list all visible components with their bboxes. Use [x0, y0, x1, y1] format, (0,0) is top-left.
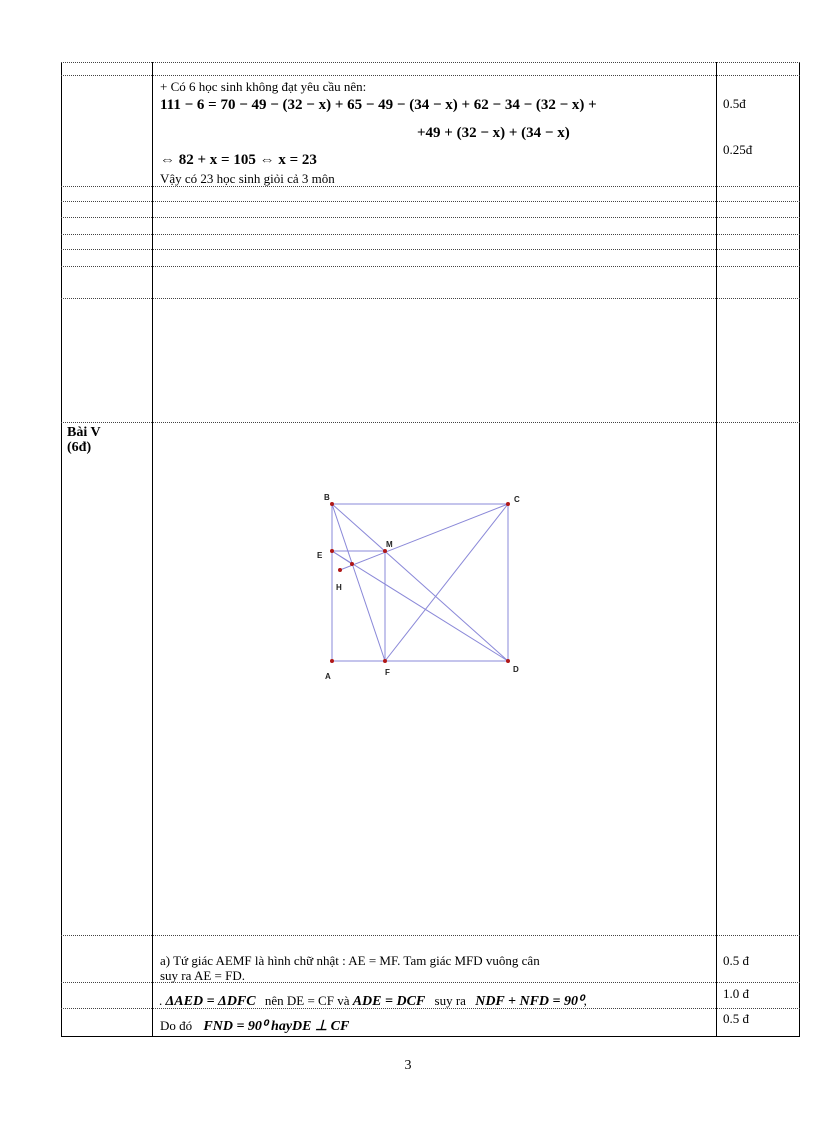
score-cell: 0.25đ — [723, 142, 753, 157]
part-c-line — [160, 1018, 349, 1034]
equation-line-1: 111 − 6 = 70 − 49 − (32 − x) + 65 − 49 − (34 − x) + 62 − 34 − (32 − x) + — [160, 97, 597, 113]
row-divider — [61, 298, 800, 299]
part-a-text-cont: suy ra AE = FD. — [160, 968, 245, 983]
part-b-prefix: . — [159, 993, 163, 1008]
point-F — [383, 659, 387, 663]
part-b-line — [159, 993, 587, 1009]
point-N — [350, 562, 354, 566]
score-cell: 1.0 đ — [723, 986, 749, 1001]
row-divider — [61, 201, 800, 202]
part-c-prefix: Do đó — [160, 1018, 193, 1033]
point-H — [338, 568, 342, 572]
problem-points: (6đ) — [67, 440, 92, 455]
point-B — [330, 502, 334, 506]
part-b-mid1: nên DE = CF và — [264, 993, 350, 1008]
page-number: 3 — [404, 1058, 412, 1073]
row-divider — [61, 234, 800, 235]
part-a-text: a) Tứ giác AEMF là hình chữ nhật : AE = MF. Tam giác MFD vuông cân — [160, 953, 540, 968]
segment-ED — [332, 551, 508, 661]
part-b-suffix: , — [583, 993, 587, 1008]
point-C — [506, 502, 510, 506]
point-A — [330, 659, 334, 663]
part-b-mid2: suy ra — [434, 993, 466, 1008]
column-divider — [152, 62, 153, 1037]
label-A: A — [325, 672, 331, 681]
conclusion-text: Vậy có 23 học sinh giỏi cả 3 môn — [160, 171, 335, 186]
problem-title: Bài V — [67, 425, 101, 440]
row-divider — [61, 217, 800, 218]
math-angle-sum: NDF + NFD = 90⁰ — [475, 994, 584, 1009]
intro-line: + Có 6 học sinh không đạt yêu cầu nên: — [160, 79, 367, 94]
segment-FC — [385, 504, 508, 661]
score-cell: 0.5 đ — [723, 1011, 749, 1026]
label-E: E — [317, 551, 323, 560]
equation-line-3: ⇔ 82 + x = 105 ⇔ x = 23 — [160, 152, 317, 168]
row-divider — [61, 935, 800, 936]
math-perpendicular: FND = 90⁰ hayDE ⊥ CF — [203, 1019, 350, 1034]
label-C: C — [514, 495, 520, 504]
row-divider — [61, 422, 800, 423]
row-divider — [61, 249, 800, 250]
label-B: B — [324, 493, 330, 502]
segment-HC — [340, 504, 508, 570]
row-divider — [61, 62, 800, 63]
column-divider — [716, 62, 717, 1037]
point-D — [506, 659, 510, 663]
row-divider — [61, 75, 800, 76]
equation-line-2: +49 + (32 − x) + (34 − x) — [417, 125, 570, 141]
score-cell: 0.5đ — [723, 96, 746, 111]
math-congruence: ΔAED = ΔDFC — [165, 994, 256, 1009]
score-cell: 0.5 đ — [723, 953, 749, 968]
geometry-figure — [300, 480, 540, 690]
row-divider — [61, 186, 800, 187]
point-M — [383, 549, 387, 553]
row-divider — [61, 266, 800, 267]
label-M: M — [386, 540, 393, 549]
point-E — [330, 549, 334, 553]
label-H: H — [336, 583, 342, 592]
label-F: F — [385, 668, 390, 677]
label-D: D — [513, 665, 519, 674]
math-angles-equal: ADE = DCF — [352, 994, 426, 1009]
